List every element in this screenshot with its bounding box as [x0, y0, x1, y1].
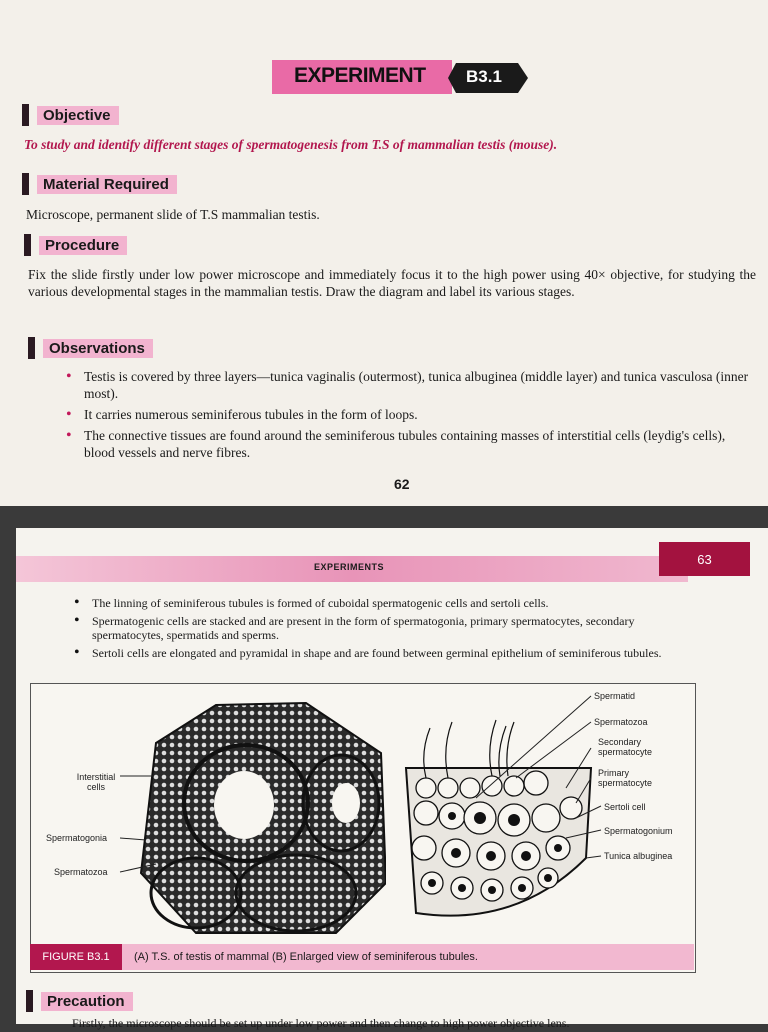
- procedure-heading-label: Procedure: [39, 236, 127, 255]
- observations-heading-label: Observations: [43, 339, 153, 358]
- list-item: • Spermatogenic cells are stacked and are present in the form of spermatogonia, primary spermatocytes, secondary spermatocytes, spermatids and sperms.: [70, 614, 706, 642]
- label-primary-spermatocyte: Primary spermatocyte: [598, 768, 653, 788]
- label-tunica-albuginea: Tunica albuginea: [604, 851, 673, 861]
- left-leader-lines: [116, 768, 176, 878]
- material-heading-label: Material Required: [37, 175, 177, 194]
- material-text: Microscope, permanent slide of T.S mammalian testis.: [26, 207, 320, 222]
- label-sertoli-cell: Sertoli cell: [604, 802, 646, 812]
- label-spermatozoa-left: Spermatozoa: [54, 867, 108, 877]
- page-62: [0, 0, 768, 506]
- label-spermatogonia: Spermatogonia: [46, 833, 108, 843]
- page-number: 62: [394, 476, 410, 492]
- experiment-title: EXPERIMENT: [294, 64, 426, 87]
- label-spermatid: Spermatid: [594, 691, 636, 701]
- heading-bar: [22, 104, 29, 126]
- observations-list: [62, 368, 758, 465]
- precaution-heading: [26, 990, 133, 1012]
- label-secondary-spermatocyte: Secondary spermatocyte: [598, 737, 653, 757]
- experiment-code: B3.1: [466, 67, 502, 86]
- figure-caption: (A) T.S. of testis of mammal (B) Enlarged view of seminiferous tubules.: [134, 951, 478, 963]
- list-item: • The connective tissues are found around the seminiferous tubules containing masses of interstitial cells (leydig's cells), blood vessels and nerve fibres.: [62, 427, 758, 461]
- list-item: • The linning of seminiferous tubules is formed of cuboidal spermatogenic cells and sertoli cells.: [70, 596, 706, 610]
- list-item: • Sertoli cells are elongated and pyramidal in shape and are found between germinal epithelium of seminiferous tubules.: [70, 646, 706, 660]
- precaution-text: Firstly, the microscope should be set up under low power and then change to high power objective lens.: [72, 1016, 570, 1030]
- header-title: EXPERIMENTS: [314, 562, 385, 572]
- objective-text: To study and identify different stages of spermatogenesis from T.S of mammalian testis (mouse).: [24, 137, 558, 152]
- objective-heading: [22, 104, 119, 126]
- heading-bar: [22, 173, 29, 195]
- heading-bar: [28, 337, 35, 359]
- page-63: [16, 528, 768, 1030]
- observations-heading: [28, 337, 153, 359]
- page-number-box: 63: [659, 542, 750, 576]
- label-spermatogonium: Spermatogonium: [604, 826, 673, 836]
- heading-bar: [26, 990, 33, 1012]
- procedure-text: Fix the slide firstly under low power microscope and immediately focus it to the high power using 40× objective, for studying the various developmental stages in the mammalian testis. Draw the diagram and label its various stages.: [28, 267, 756, 299]
- heading-bar: [24, 234, 31, 256]
- list-item: • Testis is covered by three layers—tunica vaginalis (outermost), tunica albuginea (middle layer) and tunica vasculosa (inner most).: [62, 368, 758, 402]
- label-interstitial-cells: Interstitial cells: [76, 772, 116, 792]
- page2-bullet-list: [70, 596, 706, 664]
- procedure-heading: [24, 234, 127, 256]
- figure-label: FIGURE B3.1: [30, 944, 122, 970]
- objective-heading-label: Objective: [37, 106, 119, 125]
- list-item: • It carries numerous seminiferous tubules in the form of loops.: [62, 406, 758, 423]
- precaution-heading-label: Precaution: [41, 992, 133, 1011]
- label-spermatozoa-right: Spermatozoa: [594, 717, 648, 727]
- material-heading: [22, 173, 177, 195]
